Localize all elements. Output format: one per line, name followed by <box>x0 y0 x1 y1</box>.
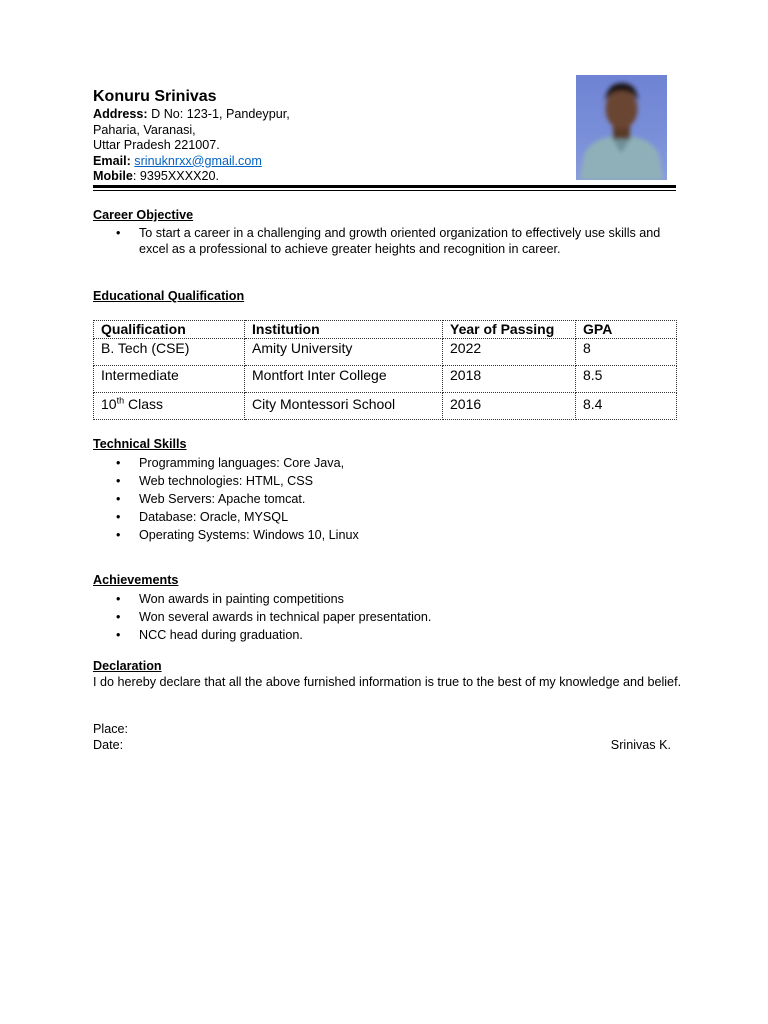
education-heading: Educational Qualification <box>93 289 245 303</box>
date-label: Date: <box>93 738 124 752</box>
list-item-text: NCC head during graduation. <box>139 628 303 642</box>
list-item <box>93 626 683 644</box>
achievements-heading: Achievements <box>93 573 179 587</box>
table-cell: Montfort Inter College <box>245 366 443 393</box>
candidate-name: Konuru Srinivas <box>93 88 217 105</box>
mobile-line <box>93 169 290 185</box>
table-cell: 2018 <box>443 366 576 393</box>
mobile-label: Mobile <box>93 169 133 183</box>
bullet-icon: • <box>116 226 121 240</box>
qualification-number: 10 <box>101 396 117 412</box>
list-item-text: To start a career in a challenging and growth oriented organization to effectively use skills and excel as a professional to achieve greater heights and recognition in career. <box>139 226 661 256</box>
address-line-1 <box>93 107 290 123</box>
list-item <box>93 490 683 508</box>
table-cell: 2016 <box>443 393 576 420</box>
list-item-text: Database: Oracle, MYSQL <box>139 510 289 524</box>
column-header: Year of Passing <box>443 321 576 339</box>
bullet-icon: • <box>116 628 121 642</box>
table-cell: B. Tech (CSE) <box>94 339 245 366</box>
column-header: Institution <box>245 321 443 339</box>
table-cell <box>94 393 245 420</box>
email-label: Email: <box>93 153 131 168</box>
list-item <box>93 590 683 608</box>
email-line <box>93 154 290 170</box>
bullet-icon: • <box>116 592 121 606</box>
list-item <box>93 472 683 490</box>
list-item <box>93 608 683 626</box>
bullet-icon: • <box>116 610 121 624</box>
table-row <box>94 339 677 366</box>
bullet-icon: • <box>116 474 121 488</box>
ordinal-suffix: th <box>116 395 125 406</box>
table-cell: Amity University <box>245 339 443 366</box>
column-header: GPA <box>576 321 677 339</box>
list-item <box>93 225 683 257</box>
table-cell: 8.4 <box>576 393 677 420</box>
signature-name: Srinivas K. <box>610 738 671 752</box>
profile-photo <box>576 75 667 180</box>
header-rule-thick <box>93 185 676 188</box>
list-item <box>93 526 683 544</box>
table-header-row <box>94 321 677 339</box>
bullet-icon: • <box>116 510 121 524</box>
achievements-list <box>93 590 683 644</box>
qualification-suffix: Class <box>124 396 163 412</box>
address-line-2: Paharia, Varanasi, <box>93 122 196 137</box>
bullet-icon: • <box>116 492 121 506</box>
bullet-icon: • <box>116 456 121 470</box>
list-item-text: Won awards in painting competitions <box>139 592 344 606</box>
table-cell: 8.5 <box>576 366 677 393</box>
list-item-text: Web technologies: HTML, CSS <box>139 474 314 488</box>
list-item <box>93 508 683 526</box>
bullet-icon: • <box>116 528 121 542</box>
table-cell: 8 <box>576 339 677 366</box>
list-item <box>93 454 683 472</box>
address-label: Address: <box>93 107 148 121</box>
mobile-number: : 9395XXXX20. <box>132 169 220 183</box>
declaration-heading: Declaration <box>93 659 162 673</box>
list-item-text: Programming languages: Core Java, <box>139 456 345 470</box>
career-objective-heading: Career Objective <box>93 208 194 222</box>
career-objective-list <box>93 225 683 257</box>
technical-skills-list <box>93 454 683 544</box>
email-link[interactable]: srinuknrxx@gmail.com <box>134 153 262 168</box>
table-row <box>94 393 677 420</box>
header-rule-thin <box>93 190 676 191</box>
column-header: Qualification <box>94 321 245 339</box>
list-item-text: Web Servers: Apache tomcat. <box>139 492 306 506</box>
technical-skills-heading: Technical Skills <box>93 437 187 451</box>
person-silhouette-icon <box>576 75 667 180</box>
table-cell: City Montessori School <box>245 393 443 420</box>
address-line-3: Uttar Pradesh 221007. <box>93 138 220 152</box>
list-item-text: Operating Systems: Windows 10, Linux <box>139 528 359 542</box>
table-cell: 2022 <box>443 339 576 366</box>
education-table <box>93 320 677 420</box>
table-row <box>94 366 677 393</box>
list-item-text: Won several awards in technical paper presentation. <box>139 610 432 624</box>
contact-block <box>93 107 290 185</box>
table-cell: Intermediate <box>94 366 245 393</box>
address-text-1: D No: 123-1, Pandeypur, <box>151 107 290 121</box>
declaration-text: I do hereby declare that all the above furnished information is true to the best of my knowledge and belief. <box>93 675 682 689</box>
place-label: Place: <box>93 722 129 736</box>
